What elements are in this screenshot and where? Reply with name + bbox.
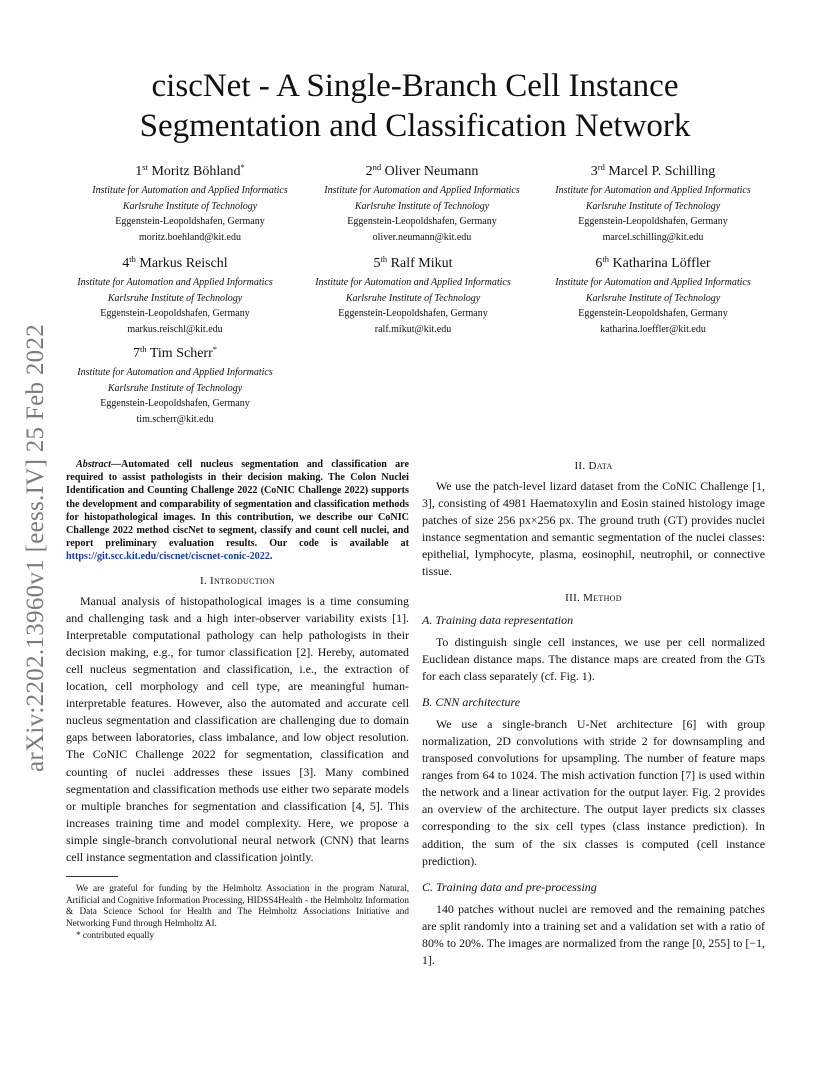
author-institute: Institute for Automation and Applied Informatics [555, 185, 751, 196]
section-heading-data: II. Data [574, 460, 613, 472]
training-data-representation-paragraph: To distinguish single cell instances, we use per cell normalized Euclidean distance maps. The distance maps are created from the GTs for each class separately (cf. Fig. 1). [422, 634, 765, 683]
author-ordinal: 5 [373, 256, 381, 271]
author-name: Markus Reischl [139, 256, 228, 271]
author-ordinal: 3 [590, 164, 598, 179]
author-university: Karlsruhe Institute of Technology [585, 200, 721, 212]
data-paragraph: We use the patch-level lizard dataset from the CoNIC Challenge [1, 3], consisting of 4981 Haematoxylin and Eosin stained histology image patches of size 256 px×256 px. The ground truth (GT) provides nuclei instance segmentation and semantic segmentation of the nuclei classes: epithelial, lymphocyte, plasma, eosinophil, neutrophil, or connective tissue. [422, 479, 765, 579]
author-email: markus.reischl@kit.edu [127, 323, 223, 335]
abstract-end: . [269, 551, 273, 563]
author-university: Karlsruhe Institute of Technology [354, 200, 490, 212]
abstract [66, 458, 409, 564]
author-university: Karlsruhe Institute of Technology [345, 292, 481, 304]
author-ordinal: 1 [135, 164, 143, 179]
right-column [422, 458, 765, 969]
author-location: Eggenstein-Leopoldshafen, Germany [100, 398, 250, 409]
funding-footnote: We are grateful for funding by the Helmholtz Association in the program Natural, Artificial and Cognitive Information Processing, HIDSS4Health - the Helmholtz Information & Data Science School for Health and The Helmholtz Associations Initiative and Networking Fund through Helmholtz AI. [66, 883, 409, 928]
author-block-3 [533, 164, 773, 245]
equal-contribution-footnote: * contributed equally [76, 929, 155, 940]
author-location: Eggenstein-Leopoldshafen, Germany [347, 216, 497, 227]
subsection-heading-training-data-preprocessing: C. Training data and pre-processing [422, 879, 597, 894]
author-institute: Institute for Automation and Applied Informatics [77, 277, 273, 288]
paper-title [60, 66, 770, 146]
equal-contribution-mark: * [212, 344, 217, 354]
author-university: Karlsruhe Institute of Technology [585, 292, 721, 304]
author-ordinal-suffix: th [139, 344, 147, 354]
abstract-text: —Automated cell nucleus segmentation and classification are required to assist pathologists in their decision making. The Colon Nuclei Identification and Counting Challenge 2022 (CoNIC Challenge 2022) supports the development and comparability of segmentation and classification methods for histopathological images. In this contribution, we describe our CoNIC Challenge 2022 method ciscNet to segment, classify and count cell nuclei, and report preliminary evaluation results. Our code is available at [66, 459, 409, 550]
author-institute: Institute for Automation and Applied Informatics [324, 185, 520, 196]
introduction-paragraph: Manual analysis of histopathological images is a time consuming and challenging task and a high inter-observer variability exists [1]. Interpretable computational pathology can help pathologists in their decision making, e.g., for tumor classification [2]. Hereby, automated cell nucleus segmentation and classification, i.e., the extraction of location, cell morphology and cell type, are meaningful human-interpretable features. However, also the automated and accurate cell nucleus segmentation and classification are challenging due to domain gaps between laboratories, class imbalance, and low object resolution. The CoNIC Challenge 2022 for segmentation, classification and counting of nuclei addresses these issues [3]. Many combined segmentation and classification methods use either two separate models or multiple branches for segmentation and classification [4, 5]. This increases training time and model complexity. Here, we propose a simple single-branch convolutional neural network (CNN) that learns cell instance segmentation and classification jointly. [66, 593, 409, 865]
equal-contribution-mark: * [240, 162, 245, 172]
subsection-heading-cnn-architecture: B. CNN architecture [422, 694, 521, 709]
author-location: Eggenstein-Leopoldshafen, Germany [578, 308, 728, 319]
author-institute: Institute for Automation and Applied Informatics [555, 277, 751, 288]
author-name: Tim Scherr [149, 346, 213, 361]
author-name: Katharina Löffler [612, 256, 711, 271]
author-name: Marcel P. Schilling [608, 164, 716, 179]
title-line-1: ciscNet - A Single-Branch Cell Instance [151, 68, 679, 104]
author-institute: Institute for Automation and Applied Informatics [315, 277, 511, 288]
author-name-line [293, 256, 533, 272]
author-email: ralf.mikut@kit.edu [374, 323, 452, 335]
section-heading-introduction: I. Introduction [199, 574, 276, 587]
author-institute: Institute for Automation and Applied Informatics [92, 185, 288, 196]
footnote-rule [66, 876, 118, 877]
author-ordinal: 6 [595, 256, 603, 271]
author-email: marcel.schilling@kit.edu [602, 231, 704, 243]
author-email: tim.scherr@kit.edu [136, 413, 214, 425]
author-ordinal-suffix: th [129, 254, 136, 264]
abstract-label: Abstract [76, 459, 111, 470]
author-name-line [55, 346, 295, 362]
author-ordinal-suffix: rd [597, 162, 605, 172]
author-name-line [302, 164, 542, 180]
author-email: moritz.boehland@kit.edu [139, 231, 241, 243]
training-data-preprocessing-paragraph: 140 patches without nuclei are removed and the remaining patches are split randomly into a training set and a validation set with a ratio of 80% to 20%. The images are normalized from the range [0, 255] to [−1, 1]. [422, 901, 765, 967]
author-email: katharina.loeffler@kit.edu [600, 323, 706, 335]
title-line-2: Segmentation and Classification Network [139, 108, 691, 144]
author-ordinal-suffix: st [142, 162, 148, 172]
author-location: Eggenstein-Leopoldshafen, Germany [578, 216, 728, 227]
author-block-7 [55, 346, 295, 427]
author-university: Karlsruhe Institute of Technology [107, 382, 243, 394]
author-location: Eggenstein-Leopoldshafen, Germany [338, 308, 488, 319]
author-ordinal: 4 [122, 256, 130, 271]
author-name-line [55, 256, 295, 272]
author-institute: Institute for Automation and Applied Informatics [77, 367, 273, 378]
author-block-6 [533, 256, 773, 337]
author-ordinal: 7 [132, 346, 140, 361]
code-link[interactable]: https://git.scc.kit.edu/ciscnet/ciscnet-conic-2022 [66, 551, 270, 563]
author-name-line [70, 164, 310, 180]
author-block-2 [302, 164, 542, 245]
cnn-architecture-paragraph: We use a single-branch U-Net architecture [6] with group normalization, 2D convolutions with stride 2 for downsampling and transposed convolutions for upsampling. The number of feature maps ranges from 64 to 1024. The mish activation function [7] is used within the network and a linear activation for the output layer. Fig. 2 provides an overview of the architecture. The output layer predicts six classes corresponding to the six cell types (class instance prediction). In addition, the sum of the six classes is computed (cell instance prediction). [422, 716, 765, 868]
author-university: Karlsruhe Institute of Technology [107, 292, 243, 304]
arxiv-stamp: arXiv:2202.13960v1 [eess.IV] 25 Feb 2022 [22, 323, 49, 772]
author-ordinal-suffix: nd [372, 162, 382, 172]
author-name: Ralf Mikut [390, 256, 453, 271]
author-location: Eggenstein-Leopoldshafen, Germany [115, 216, 265, 227]
author-ordinal: 2 [365, 164, 373, 179]
section-heading-method: III. Method [565, 591, 622, 604]
author-university: Karlsruhe Institute of Technology [122, 200, 258, 212]
author-ordinal-suffix: th [602, 254, 610, 264]
left-column [66, 458, 409, 941]
author-name-line [533, 164, 773, 180]
author-block-5 [293, 256, 533, 337]
author-ordinal-suffix: th [380, 254, 388, 264]
subsection-heading-training-data-representation: A. Training data representation [422, 612, 574, 627]
author-block-4 [55, 256, 295, 337]
author-name-line [533, 256, 773, 272]
author-block-1 [70, 164, 310, 245]
author-name: Oliver Neumann [384, 164, 479, 179]
author-location: Eggenstein-Leopoldshafen, Germany [100, 308, 250, 319]
author-name: Moritz Böhland [151, 164, 241, 179]
author-email: oliver.neumann@kit.edu [372, 231, 472, 243]
